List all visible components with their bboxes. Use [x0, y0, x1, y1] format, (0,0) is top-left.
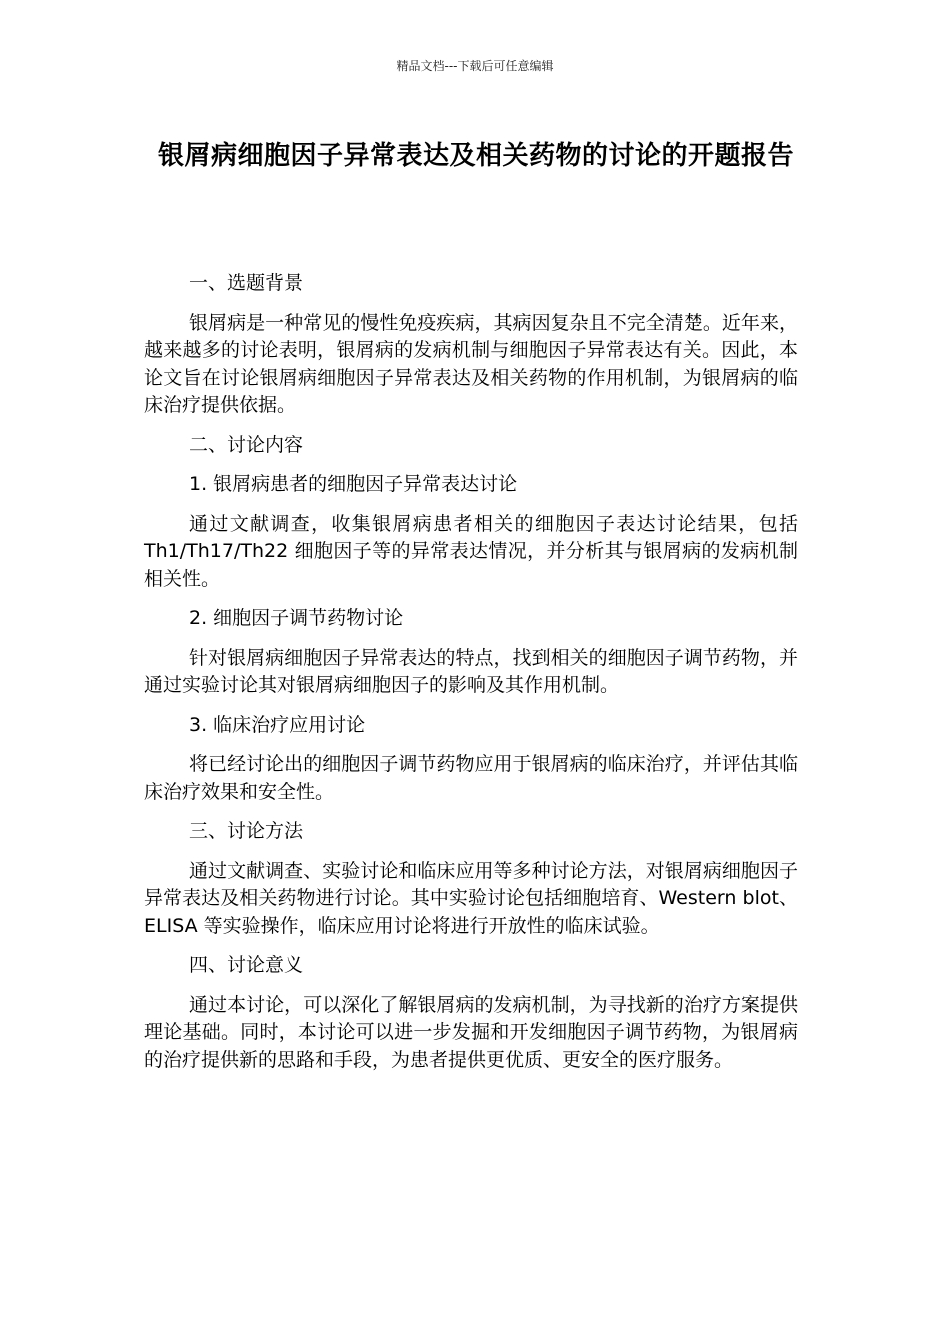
section-heading-methods: 三、讨论方法	[189, 820, 304, 842]
subsection-heading-clinical-application: 3. 临床治疗应用讨论	[189, 713, 366, 736]
section-paragraph-methods: 通过文献调查、实验讨论和临床应用等多种讨论方法，对银屑病细胞因子异常表达及相关药物进行讨论。其中实验讨论包括细胞培育、Western blot、ELISA 等实验操作，临床应用讨论将进行开放性的临床试验。	[144, 859, 798, 937]
subsection-paragraph-drug-study: 针对银屑病细胞因子异常表达的特点，找到相关的细胞因子调节药物，并通过实验讨论其对银屑病细胞因子的影响及其作用机制。	[144, 646, 798, 696]
document-title: 银屑病细胞因子异常表达及相关药物的讨论的开题报告	[157, 141, 794, 171]
subsection-paragraph-cytokine-expression: 通过文献调查，收集银屑病患者相关的细胞因子表达讨论结果，包括 Th1/Th17/Th22 细胞因子等的异常表达情况，并分析其与银屑病的发病机制相关性。	[144, 512, 798, 590]
subsection-paragraph-clinical-application: 将已经讨论出的细胞因子调节药物应用于银屑病的临床治疗，并评估其临床治疗效果和安全性。	[144, 753, 798, 803]
section-heading-significance: 四、讨论意义	[189, 954, 304, 976]
subsection-heading-drug-study: 2. 细胞因子调节药物讨论	[189, 607, 404, 629]
page-header: 精品文档---下载后可任意编辑	[396, 59, 554, 73]
section-heading-content: 二、讨论内容	[189, 433, 304, 456]
section-heading-background: 一、选题背景	[189, 272, 304, 294]
subsection-heading-cytokine-expression: 1. 银屑病患者的细胞因子异常表达讨论	[189, 473, 518, 495]
document-body	[144, 270, 798, 1086]
section-paragraph-background: 银屑病是一种常见的慢性免疫疾病，其病因复杂且不完全清楚。近年来，越来越多的讨论表明，银屑病的发病机制与细胞因子异常表达有关。因此，本论文旨在讨论银屑病细胞因子异常表达及相关药物的作用机制，为银屑病的临床治疗提供依据。	[144, 311, 798, 416]
section-paragraph-significance: 通过本讨论，可以深化了解银屑病的发病机制，为寻找新的治疗方案提供理论基础。同时，本讨论可以进一步发掘和开发细胞因子调节药物，为银屑病的治疗提供新的思路和手段，为患者提供更优质、更安全的医疗服务。	[144, 993, 798, 1071]
